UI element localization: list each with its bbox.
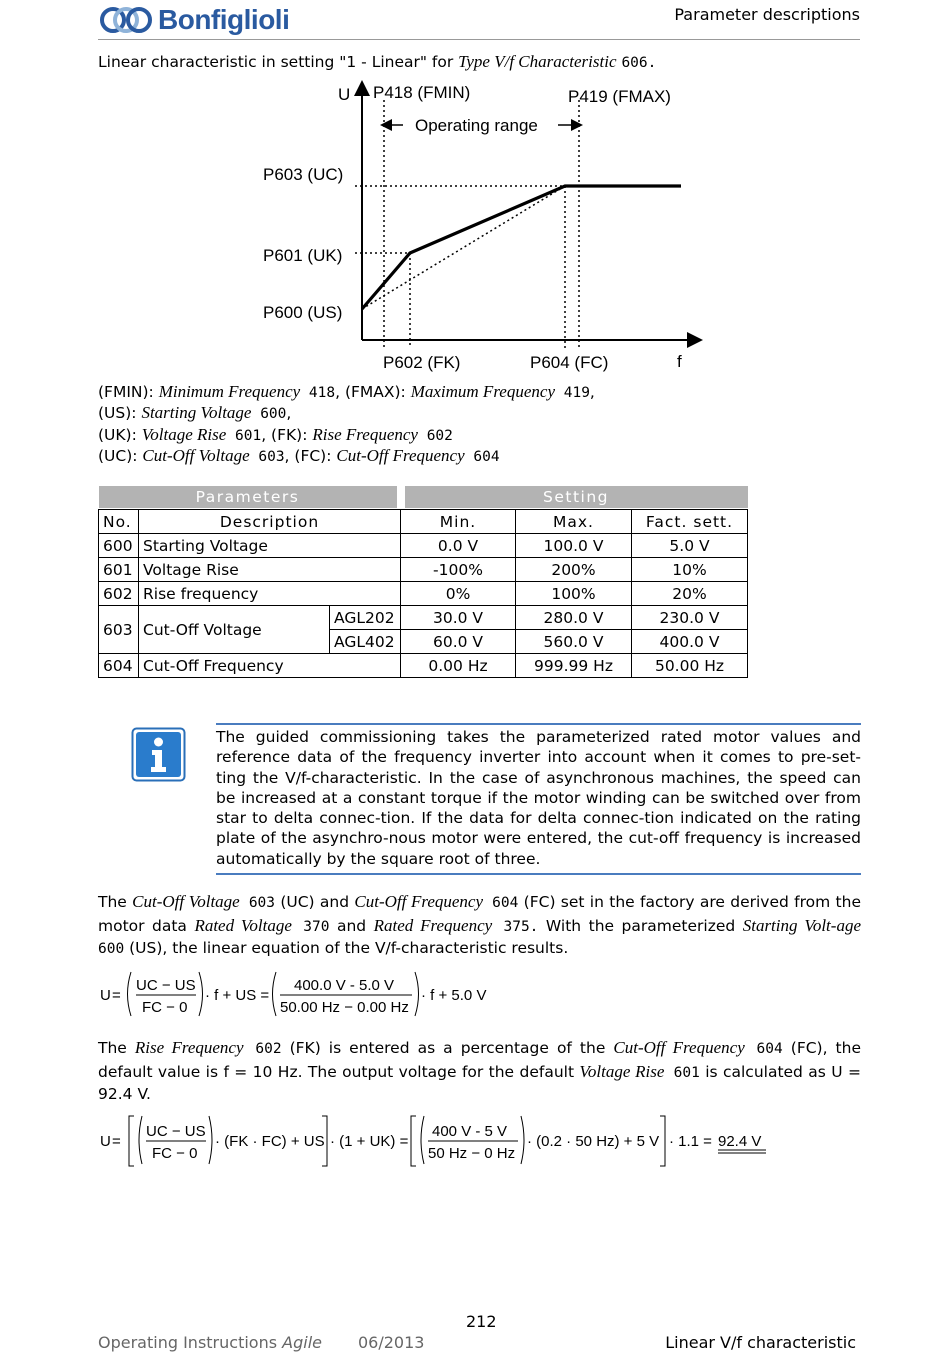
header-description: Description xyxy=(139,510,401,534)
footer-document-info: Operating Instructions Agile 06/2013 xyxy=(98,1333,425,1352)
svg-text:FC − 0: FC − 0 xyxy=(142,999,188,1016)
table-row: 604 Cut-Off Frequency 0.00 Hz 999.99 Hz 50.00 Hz xyxy=(99,654,748,678)
uc-label: P603 (UC) xyxy=(263,165,344,184)
table-row: 600 Starting Voltage 0.0 V 100.0 V 5.0 V xyxy=(99,534,748,558)
linear-reference-line xyxy=(362,186,565,309)
legend-line: (UK): Voltage Rise 601, (FK): Rise Frequency 602 xyxy=(98,425,453,444)
logo-icon xyxy=(100,5,152,35)
svg-text:· (1 + UK) =: · (1 + UK) = xyxy=(330,1133,409,1150)
brand-name: Bonfiglioli xyxy=(158,4,290,35)
svg-text:400 V - 5 V: 400 V - 5 V xyxy=(432,1123,508,1140)
model-cell: AGL402 xyxy=(330,630,401,654)
paragraph-factory-values: The Cut-Off Voltage 603 (UC) and Cut-Off Frequency 604 (FC) set in the factory are derived from the motor data Rated Voltage 370 and Rated Frequency 375. With the parameterized Starting Volt-age 600 (US), the linear equation of the V/f-characteristic results. xyxy=(98,892,861,957)
table-row: 603 Cut-Off Voltage AGL202 30.0 V 280.0 V 230.0 V xyxy=(99,606,748,630)
intro-line xyxy=(98,52,656,72)
header-divider xyxy=(98,39,860,40)
svg-text:· (FK · FC) + US: · (FK · FC) + US xyxy=(215,1133,325,1150)
legend-line: (US): Starting Voltage 600, xyxy=(98,403,292,422)
svg-text:U: U xyxy=(100,1133,111,1150)
operating-range-label: Operating range xyxy=(415,116,538,135)
us-label: P600 (US) xyxy=(263,303,343,322)
vf-characteristic-diagram xyxy=(255,78,715,378)
intro-param-name: Type V/f Characteristic xyxy=(458,52,617,71)
fk-label: P602 (FK) xyxy=(383,353,461,372)
legend-line: (UC): Cut-Off Voltage 603, (FC): Cut-Off Frequency 604 xyxy=(98,446,500,465)
legend-line: (FMIN): Minimum Frequency 418, (FMAX): Maximum Frequency 419, xyxy=(98,382,595,401)
svg-text:· 1.1 =: · 1.1 = xyxy=(669,1133,712,1150)
table-row: 602 Rise frequency 0% 100% 20% xyxy=(99,582,748,606)
svg-text:UC − US: UC − US xyxy=(136,977,196,994)
paragraph-rise-frequency: The Rise Frequency 602 (FK) is entered as a percentage of the Cut-Off Frequency 604 (FC), the default value is f = 10 Hz. The output voltage for the default Voltage Rise 601 is calculated as U = 92.4 V. xyxy=(98,1038,861,1103)
table-header-row xyxy=(99,510,748,534)
svg-text:50.00 Hz − 0.00 Hz: 50.00 Hz − 0.00 Hz xyxy=(280,999,409,1016)
table-row: AGL402 60.0 V 560.0 V 400.0 V xyxy=(99,630,748,654)
fmax-label: P419 (FMAX) xyxy=(568,87,671,106)
page-number: 212 xyxy=(466,1312,497,1331)
svg-text:UC − US: UC − US xyxy=(146,1123,206,1140)
header-max: Max. xyxy=(516,510,632,534)
intro-text: Linear characteristic in setting "1 - Linear" for xyxy=(98,53,459,71)
intro-param-number: 606. xyxy=(621,55,657,71)
svg-text:=: = xyxy=(112,1133,121,1150)
svg-text:· (0.2 · 50 Hz) + 5 V: · (0.2 · 50 Hz) + 5 V xyxy=(527,1133,660,1150)
svg-text:· f + 5.0 V: · f + 5.0 V xyxy=(421,987,487,1004)
fc-label: P604 (FC) xyxy=(530,353,609,372)
header-fact-sett: Fact. sett. xyxy=(632,510,748,534)
group-setting: Setting xyxy=(405,486,748,508)
note-top-rule xyxy=(216,723,861,725)
uk-label: P601 (UK) xyxy=(263,246,343,265)
note-text: The guided commissioning takes the parameterized rated motor values and reference data of the frequency inverter into account when it comes to pre-set-ting the V/f-characteristic. In the case of asynchronous machines, the speed can be increased at a constant torque if the motor winding can be switched over from star to delta connec-tion. If the data for delta connec-tion indicated on the rating plate of the asynchro-nous motor were entered, the cut-off frequency is increased automatically by the square root of three. xyxy=(216,728,861,868)
formula-linear-equation xyxy=(98,968,518,1022)
result-value: 92.4 V xyxy=(718,1133,762,1150)
y-axis-label: U xyxy=(338,85,351,104)
table-group-header xyxy=(99,485,748,510)
svg-text:50 Hz − 0 Hz: 50 Hz − 0 Hz xyxy=(428,1145,516,1162)
header-min: Min. xyxy=(401,510,516,534)
parameter-table xyxy=(98,485,748,678)
svg-text:FC − 0: FC − 0 xyxy=(152,1145,198,1162)
svg-text:· f + US =: · f + US = xyxy=(205,987,270,1004)
svg-text:=: = xyxy=(112,987,121,1004)
brand-logo xyxy=(100,2,289,38)
svg-text:400.0 V - 5.0 V: 400.0 V - 5.0 V xyxy=(294,977,395,994)
header-no: No. xyxy=(99,510,139,534)
header-section-title: Parameter descriptions xyxy=(674,5,860,24)
info-icon xyxy=(131,727,186,782)
svg-text:U: U xyxy=(100,987,111,1004)
model-cell: AGL202 xyxy=(330,606,401,630)
group-parameters: Parameters xyxy=(99,486,397,508)
formula-output-voltage xyxy=(98,1114,778,1170)
x-axis-label: f xyxy=(677,352,682,371)
table-row: 601 Voltage Rise -100% 200% 10% xyxy=(99,558,748,582)
note-bottom-rule xyxy=(216,873,861,875)
vf-curve xyxy=(362,186,681,309)
fmin-label: P418 (FMIN) xyxy=(373,83,471,102)
footer-chapter-title: Linear V/f characteristic xyxy=(665,1333,856,1352)
